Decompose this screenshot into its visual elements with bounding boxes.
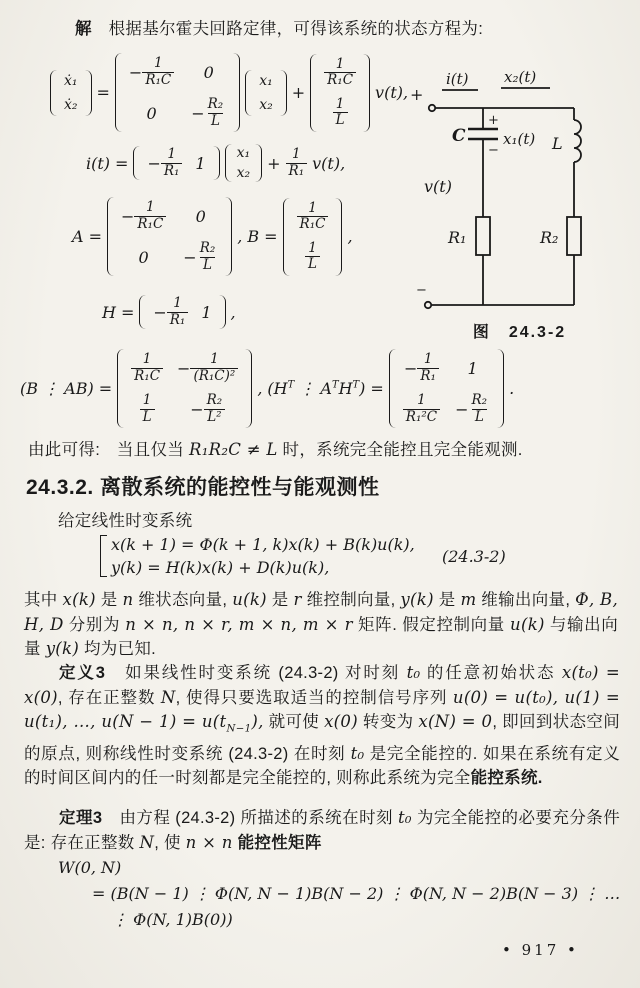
section-heading: 24.3.2. 离散系统的能控性与能观测性: [26, 476, 380, 499]
state-equation: [50, 52, 413, 133]
plus-terminal-label: +: [410, 85, 424, 104]
minus-sign: −: [403, 358, 418, 378]
circuit-svg: [402, 42, 637, 314]
minus-sign: −: [191, 103, 205, 123]
state-vector: [245, 69, 287, 117]
vector-B: [283, 197, 343, 277]
right-paren: [280, 70, 287, 116]
left-paren: [283, 198, 290, 276]
frac-num: R₂: [206, 392, 223, 409]
theorem-3-paragraph: 定理3 由方程 (24.3-2) 所描述的系统在时刻 t₀ 为完全能控的必要充分条件是: 存在正整数 N, 使 n × n 能控性矩阵: [24, 808, 620, 852]
matrix-cell: 0: [203, 62, 214, 82]
frac-num: 1: [292, 145, 301, 162]
frac-den: (R₁C)²: [190, 368, 238, 385]
frac-den: L: [305, 256, 320, 273]
frac-num: 1: [142, 392, 152, 409]
row-entry: 1: [195, 153, 206, 173]
matrix-cell: [129, 56, 174, 88]
observability-matrix: [389, 348, 504, 429]
equals-sign: =: [115, 153, 129, 173]
solution-line: 解 根据基尔霍夫回路定律，可得该系统的状态方程为:: [75, 20, 484, 38]
frac-den: L: [140, 409, 155, 426]
state-update-equation: x(k + 1) = Φ(k + 1, k)x(k) + B(k)u(k),: [111, 535, 415, 554]
page-number: • 917 •: [502, 941, 579, 959]
inductor-current-label: x₂(t): [504, 68, 537, 86]
input-term: v(t),: [312, 153, 346, 173]
matrix-definition-equation: [72, 196, 358, 277]
vector-entry: x₂: [236, 165, 251, 181]
frac-num: 1: [335, 95, 345, 112]
matrix-A: [115, 52, 240, 133]
w-matrix-line-2: ⋮ Φ(N, 1)B(0)): [112, 910, 233, 929]
right-paren: [335, 198, 342, 276]
state-vector: [225, 143, 263, 183]
frac-den: R₁: [417, 368, 439, 385]
system-equation-24-3-2: [100, 535, 415, 577]
frac-den: L: [208, 113, 223, 130]
frac-den: L: [472, 409, 487, 426]
state-vector-dot: [50, 69, 92, 117]
frac-den: R₁: [286, 163, 308, 180]
frac-num: 1: [167, 145, 176, 162]
frac-den: R₁C: [134, 216, 166, 233]
row-vector-H: [133, 145, 219, 181]
vector-entry: ẋ₂: [64, 96, 78, 113]
left-paren: [50, 70, 57, 116]
minus-sign: −: [128, 62, 143, 82]
frac-den: R₁C: [324, 72, 356, 89]
left-paren: [133, 146, 140, 180]
right-paren: [233, 53, 240, 132]
equals-sign: =: [120, 302, 135, 322]
matrix-cell: [191, 97, 226, 129]
frac-num: 1: [417, 392, 426, 409]
output-equation: [86, 143, 350, 183]
equals-sign: =: [96, 83, 110, 103]
right-paren: [225, 197, 232, 276]
frac-num: 1: [210, 351, 219, 367]
matrix-A-symbol: A: [72, 227, 84, 247]
frac-num: 1: [335, 55, 345, 72]
left-paren: [225, 144, 232, 182]
matrix-cell: 0: [195, 206, 206, 226]
matrix-cell: 0: [146, 103, 157, 123]
comma: ,: [257, 379, 263, 399]
dimensions-paragraph: 其中 x(k) 是 n 维状态向量, u(k) 是 r 维控制向量, y(k) 是 m 维输出向量, Φ, B, H, D 分别为 n × n, n × r, m × n, m × r 矩阵. 假定控制向量 u(k) 与输出向量 y(k) 均为已知.: [24, 590, 619, 658]
frac-den: L²: [204, 409, 224, 426]
frac-num: 1: [173, 295, 182, 311]
frac-num: 1: [308, 199, 317, 216]
row-vector-H: [139, 294, 225, 330]
equation-label: (24.3-2): [442, 547, 506, 566]
capacitor-label: C: [452, 126, 466, 146]
right-paren: [497, 349, 504, 428]
left-paren: [245, 70, 252, 116]
right-paren: [213, 146, 220, 180]
controllability-matrix: [117, 348, 252, 429]
capacitor-plus-label: +: [488, 113, 499, 128]
plus-sign: +: [267, 153, 281, 173]
frac-num: 1: [308, 239, 317, 256]
output-variable: i(t): [86, 153, 111, 173]
left-paren: [117, 349, 124, 428]
comma: ,: [230, 302, 236, 322]
left-paren: [115, 53, 122, 132]
resistor-2-label: R₂: [540, 228, 559, 247]
frac-num: 1: [423, 351, 433, 367]
right-paren: [245, 349, 252, 428]
circuit-figure: [402, 42, 637, 342]
matrix-cell: [121, 200, 166, 232]
equals-sign: =: [88, 227, 102, 247]
frac-den: L: [200, 257, 215, 274]
frac-num: R₂: [207, 96, 224, 113]
frac-den: L: [333, 112, 348, 129]
equals-sign: =: [98, 379, 113, 399]
minus-sign: −: [153, 302, 167, 322]
frac-den: R₁C: [142, 72, 174, 89]
period: .: [509, 379, 515, 399]
right-paren: [363, 54, 370, 132]
equals-sign: =: [264, 227, 278, 247]
left-paren: [139, 295, 146, 329]
vector-entry: x₁: [236, 145, 251, 161]
frac-den: R₁²C: [403, 409, 440, 426]
output-equation-discrete: y(k) = H(k)x(k) + D(k)u(k),: [111, 558, 330, 577]
equals-sign: =: [370, 379, 384, 399]
given-system-line: 给定线性时变系统: [58, 512, 193, 530]
minus-sign: −: [120, 206, 135, 226]
left-paren: [310, 54, 317, 132]
matrix-cell: 0: [138, 247, 149, 267]
matrix-A: [107, 196, 232, 277]
conclusion-line: 由此可得: 当且仅当 R₁R₂C ≠ L 时，系统完全能控且完全能观测.: [28, 440, 523, 459]
frac-den: R₁: [161, 163, 183, 180]
frac-den: R₁C: [297, 216, 329, 233]
controllability-observability-equation: [20, 348, 519, 429]
h-definition-equation: [102, 294, 241, 330]
comma: ,: [347, 227, 353, 247]
observability-matrix-label: ($H^T$ ⋮ $A^TH^T$): [267, 379, 366, 399]
right-paren: [219, 295, 226, 329]
frac-num: 1: [146, 199, 155, 215]
w-matrix-head: W(0, N): [58, 858, 122, 877]
minus-sign: −: [177, 358, 191, 378]
figure-caption: 图 24.3-2: [472, 324, 567, 341]
controllability-matrix-label: (B ⋮ AB): [20, 379, 94, 399]
matrix-B-symbol: B: [247, 227, 260, 247]
minus-sign: −: [147, 153, 161, 173]
capacitor-minus-label: −: [488, 143, 499, 158]
minus-sign: −: [183, 247, 197, 267]
matrix-H-symbol: H: [102, 302, 116, 322]
matrix-cell: 1: [467, 358, 478, 378]
comma: ,: [237, 227, 243, 247]
vector-B: [310, 53, 370, 133]
source-voltage-label: v(t): [424, 177, 452, 196]
left-paren: [389, 349, 396, 428]
w-matrix-line-1: = (B(N − 1) ⋮ Φ(N, N − 1)B(N − 2) ⋮ Φ(N, N − 2)B(N − 3) ⋮ …: [92, 884, 621, 903]
right-paren: [85, 70, 92, 116]
frac-num: R₂: [199, 240, 216, 257]
frac-num: 1: [153, 55, 163, 71]
frac-num: R₂: [471, 392, 488, 409]
vector-entry: x₁: [259, 72, 273, 89]
vector-entry: x₂: [259, 96, 273, 113]
minus-sign: −: [190, 399, 204, 419]
matrix-cell: [183, 241, 218, 273]
capacitor-voltage-label: x₁(t): [503, 130, 536, 148]
row-entry: 1: [201, 302, 212, 322]
left-paren: [107, 197, 114, 276]
frac-num: 1: [142, 351, 152, 367]
current-label: i(t): [446, 70, 469, 88]
minus-sign: −: [455, 399, 469, 419]
resistor-1-label: R₁: [448, 228, 467, 247]
inductor-label: L: [552, 134, 563, 153]
minus-terminal-label: −: [416, 283, 427, 298]
input-term: v(t),: [375, 83, 409, 103]
vector-entry: ẋ₁: [64, 72, 78, 89]
frac-den: R₁: [167, 312, 189, 329]
right-paren: [255, 144, 262, 182]
frac-den: R₁C: [131, 368, 163, 385]
plus-sign: +: [291, 83, 306, 103]
definition-3-paragraph: 定义3 如果线性时变系统 (24.3-2) 对时刻 t₀ 的任意初始状态 x(t₀) = x(0), 存在正整数 N, 使得只要选取适当的控制信号序列 u(0) = u(t₀), u(1) = u(t₁), …, $u(N - 1) = u(t_{N-1})$, 就可使 x(0) 转变为 x(N) = 0, 即回到状态空间的原点, 则称线性时变系统 (24.3-2) 在时刻 t₀ 是完全能控的. 如果在系统有定义的时间区间内的任一时刻都是完全能控的, 则称此系统为完全能控系统.: [24, 663, 621, 788]
left-bracket: [100, 535, 107, 577]
